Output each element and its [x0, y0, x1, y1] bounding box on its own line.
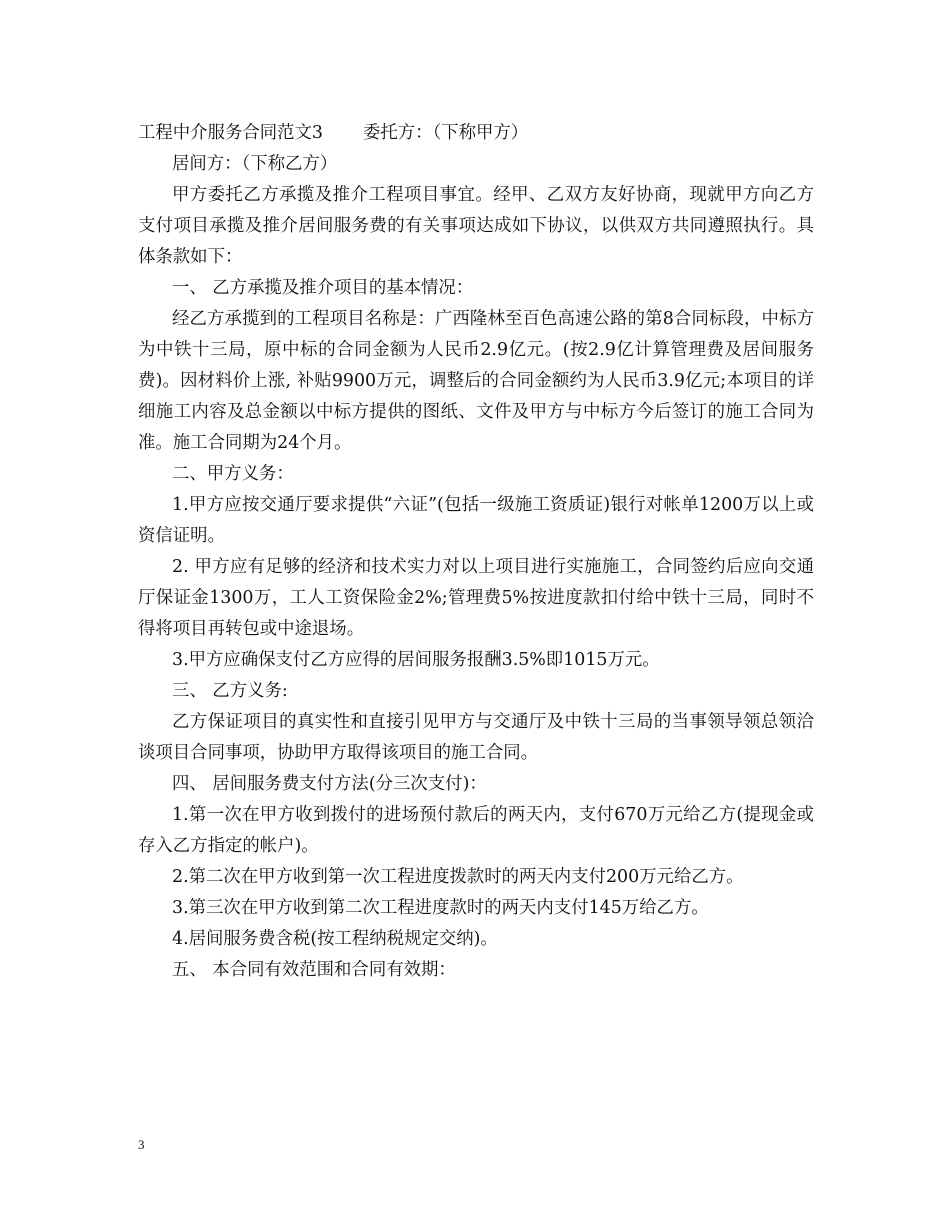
title-line: [138, 118, 814, 149]
paragraph-broker-duties: 乙方保证项目的真实性和直接引见甲方与交通厅及中铁十三局的当事领导领总领洽谈项目合同事项，协助甲方取得该项目的施工合同。: [138, 712, 814, 763]
clause-4-2: 2.第二次在甲方收到第一次工程进度拨款时的两天内支付200万元给乙方。: [172, 867, 744, 887]
section-heading-4: 四、 居间服务费支付方法(分三次支付)：: [172, 774, 487, 794]
section-heading-5: 五、 本合同有效范围和合同有效期：: [172, 960, 456, 980]
clause-2-2: 2. 甲方应有足够的经济和技术实力对以上项目进行实施施工，合同签约后应向交通厅保证金1300万，工人工资保险金2%;管理费5%按进度款扣付给中铁十三局，同时不得将项目再转包或中途退场。: [138, 557, 814, 639]
document-body: [138, 118, 814, 986]
clause-4-4: 4.居间服务费含税(按工程纳税规定交纳)。: [172, 929, 498, 949]
clause-4-3: 3.第三次在甲方收到第二次工程进度款时的两天内支付145万给乙方。: [172, 898, 709, 918]
paragraph-project-info: 经乙方承揽到的工程项目名称是：广西隆林至百色高速公路的第8合同标段，中标方为中铁十三局，原中标的合同金额为人民币2.9亿元。(按2.9亿计算管理费及居间服务费)。因材料价上涨, 补贴9900万元，调整后的合同金额约为人民币3.9亿元;本项目的详细施工内容及总金额以中标方提供的图纸、文件及甲方与中标方今后签订的施工合同为准。施工合同期为24个月。: [138, 309, 814, 453]
section-heading-2: 二、甲方义务：: [172, 464, 294, 484]
section-heading-3: 三、 乙方义务:: [172, 681, 288, 701]
document-title: 工程中介服务合同范文3: [138, 123, 323, 143]
client-party: 委托方：（下称甲方）: [362, 123, 529, 143]
clause-2-1: 1.甲方应按交通厅要求提供“六证”(包括一级施工资质证)银行对帐单1200万以上或资信证明。: [138, 495, 814, 546]
broker-party: 居间方：（下称乙方）: [172, 154, 338, 174]
paragraph-intro: 甲方委托乙方承揽及推介工程项目事宜。经甲、乙双方友好协商，现就甲方向乙方支付项目承揽及推介居间服务费的有关事项达成如下协议，以供双方共同遵照执行。具体条款如下：: [138, 185, 814, 267]
clause-2-3: 3.甲方应确保支付乙方应得的居间服务报酬3.5%即1015万元。: [172, 650, 660, 670]
clause-4-1: 1.第一次在甲方收到拨付的进场预付款后的两天内，支付670万元给乙方(提现金或存入乙方指定的帐户)。: [138, 805, 814, 856]
page-number: 3: [138, 1137, 145, 1152]
section-heading-1: 一、 乙方承揽及推介项目的基本情况：: [172, 278, 474, 298]
